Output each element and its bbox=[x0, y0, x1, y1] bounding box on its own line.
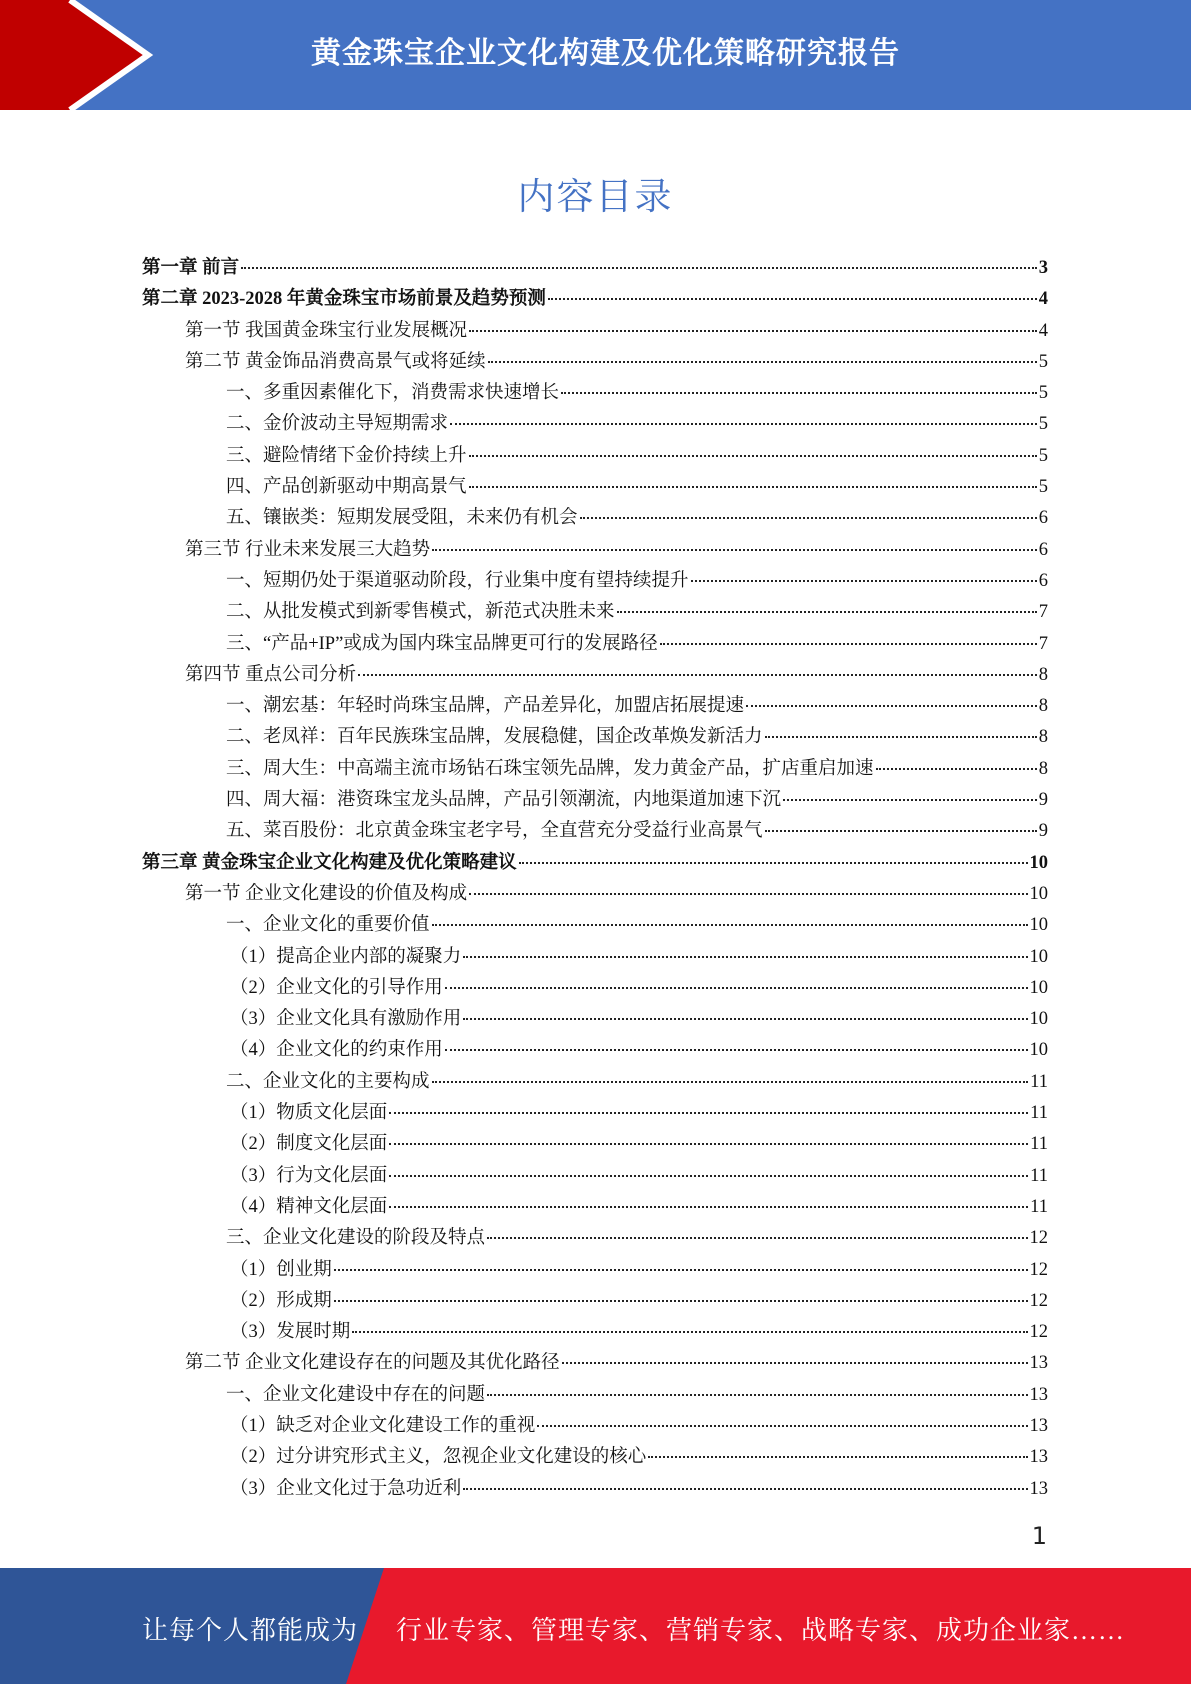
toc-entry[interactable] bbox=[142, 1067, 1048, 1098]
toc-entry-page: 10 bbox=[1029, 883, 1048, 904]
toc-entry-label: （3）企业文化具有激励作用 bbox=[230, 1009, 462, 1030]
page-footer bbox=[0, 1568, 1191, 1684]
toc-entry-page: 12 bbox=[1029, 1290, 1048, 1311]
toc-entry-label: 二、老凤祥：百年民族珠宝品牌，发展稳健，国企改革焕发新活力 bbox=[226, 727, 763, 748]
toc-entry-page: 13 bbox=[1029, 1353, 1048, 1374]
toc-entry-page: 10 bbox=[1029, 1040, 1048, 1061]
toc-entry-page: 5 bbox=[1038, 477, 1048, 498]
toc-entry[interactable] bbox=[142, 535, 1048, 566]
toc-entry-label: 一、企业文化建设中存在的问题 bbox=[226, 1384, 486, 1405]
toc-entry-label: （2）制度文化层面 bbox=[230, 1134, 388, 1155]
toc-entry-page: 8 bbox=[1038, 664, 1048, 685]
toc-entry-label: （2）形成期 bbox=[230, 1290, 332, 1311]
toc-entry-label: （2）企业文化的引导作用 bbox=[230, 977, 443, 998]
toc-entry-page: 8 bbox=[1038, 696, 1048, 717]
toc-dot-leader bbox=[463, 1018, 1027, 1020]
toc-dot-leader bbox=[432, 1081, 1029, 1083]
toc-entry-label: 五、镶嵌类：短期发展受阻，未来仍有机会 bbox=[226, 508, 578, 529]
toc-entry-label: 第二章 2023-2028 年黄金珠宝市场前景及趋势预测 bbox=[142, 289, 546, 310]
toc-entry[interactable] bbox=[142, 1004, 1048, 1035]
toc-entry[interactable] bbox=[142, 347, 1048, 378]
toc-entry-label: 第三节 行业未来发展三大趋势 bbox=[185, 539, 431, 560]
toc-entry-page: 4 bbox=[1038, 289, 1048, 310]
toc-entry-page: 4 bbox=[1038, 320, 1048, 341]
toc-entry[interactable] bbox=[142, 1098, 1048, 1129]
toc-entry-label: 第四节 重点公司分析 bbox=[185, 664, 357, 685]
toc-dot-leader bbox=[358, 674, 1037, 676]
toc-entry[interactable] bbox=[142, 253, 1048, 284]
toc-entry[interactable] bbox=[142, 722, 1048, 753]
toc-entry-page: 8 bbox=[1038, 727, 1048, 748]
toc-entry-page: 13 bbox=[1029, 1384, 1048, 1405]
toc-dot-leader bbox=[648, 1456, 1027, 1458]
toc-entry-page: 6 bbox=[1038, 570, 1048, 591]
toc-entry-label: 第二节 黄金饰品消费高景气或将延续 bbox=[185, 351, 486, 372]
toc-entry-page: 13 bbox=[1029, 1415, 1048, 1436]
toc-entry-label: 第一节 企业文化建设的价值及构成 bbox=[185, 883, 468, 904]
toc-entry[interactable] bbox=[142, 1442, 1048, 1473]
toc-entry-page: 11 bbox=[1030, 1165, 1048, 1186]
toc-entry-page: 11 bbox=[1030, 1103, 1048, 1124]
toc-entry-label: 三、企业文化建设的阶段及特点 bbox=[226, 1228, 486, 1249]
toc-entry-label: 第二节 企业文化建设存在的问题及其优化路径 bbox=[185, 1353, 560, 1374]
page-number: 1 bbox=[1031, 1522, 1047, 1550]
toc-entry[interactable] bbox=[142, 1192, 1048, 1223]
toc-entry[interactable] bbox=[142, 1474, 1048, 1505]
toc-entry-page: 6 bbox=[1038, 539, 1048, 560]
toc-entry-label: （2）过分讲究形式主义，忽视企业文化建设的核心 bbox=[230, 1447, 647, 1468]
toc-dot-leader bbox=[389, 1206, 1028, 1208]
toc-dot-leader bbox=[488, 361, 1037, 363]
toc-entry[interactable] bbox=[142, 785, 1048, 816]
toc-entry[interactable] bbox=[142, 1317, 1048, 1348]
toc-entry-page: 5 bbox=[1038, 445, 1048, 466]
toc-dot-leader bbox=[765, 736, 1037, 738]
toc-dot-leader bbox=[469, 330, 1037, 332]
report-title: 黄金珠宝企业文化构建及优化策略研究报告 bbox=[311, 36, 900, 71]
toc-entry-page: 10 bbox=[1029, 977, 1048, 998]
toc-dot-leader bbox=[562, 1362, 1028, 1364]
toc-entry[interactable] bbox=[142, 629, 1048, 660]
toc-dot-leader bbox=[876, 768, 1037, 770]
toc-entry-page: 5 bbox=[1038, 351, 1048, 372]
toc-entry-page: 13 bbox=[1029, 1478, 1048, 1499]
toc-dot-leader bbox=[469, 486, 1037, 488]
toc-dot-leader bbox=[389, 1175, 1028, 1177]
toc-entry-label: （1）物质文化层面 bbox=[230, 1103, 388, 1124]
toc-entry-page: 12 bbox=[1029, 1228, 1048, 1249]
toc-entry-page: 11 bbox=[1030, 1196, 1048, 1217]
toc-entry-label: 三、周大生：中高端主流市场钻石珠宝领先品牌，发力黄金产品，扩店重启加速 bbox=[226, 758, 874, 779]
toc-dot-leader bbox=[463, 1488, 1027, 1490]
toc-entry[interactable] bbox=[142, 503, 1048, 534]
toc-dot-leader bbox=[537, 1425, 1027, 1427]
toc-heading: 内容目录 bbox=[517, 175, 674, 218]
toc-entry[interactable] bbox=[142, 316, 1048, 347]
toc-entry-label: 一、企业文化的重要价值 bbox=[226, 915, 430, 936]
toc-entry-label: 四、产品创新驱动中期高景气 bbox=[226, 477, 467, 498]
toc-entry-label: 二、企业文化的主要构成 bbox=[226, 1071, 430, 1092]
page-header bbox=[0, 0, 1191, 110]
toc-dot-leader bbox=[487, 1237, 1027, 1239]
toc-entry[interactable] bbox=[142, 1035, 1048, 1066]
toc-entry-page: 10 bbox=[1029, 1009, 1048, 1030]
footer-slogan-right: 行业专家、管理专家、营销专家、战略专家、成功企业家…… bbox=[396, 1616, 1126, 1645]
toc-entry-page: 3 bbox=[1038, 258, 1048, 278]
toc-entry-label: （3）企业文化过于急功近利 bbox=[230, 1478, 462, 1499]
toc-dot-leader bbox=[548, 298, 1037, 300]
toc-entry[interactable] bbox=[142, 848, 1048, 879]
toc-entry-label: 第一章 前言 bbox=[142, 258, 240, 278]
toc-entry-page: 9 bbox=[1038, 790, 1048, 811]
toc-entry-label: （1）创业期 bbox=[230, 1259, 332, 1280]
toc-dot-leader bbox=[519, 862, 1028, 864]
toc-entry[interactable] bbox=[142, 409, 1048, 440]
toc-dot-leader bbox=[445, 987, 1028, 989]
toc-entry-page: 5 bbox=[1038, 383, 1048, 404]
toc-entry-page: 7 bbox=[1038, 602, 1048, 623]
toc-dot-leader bbox=[580, 517, 1037, 519]
toc-dot-leader bbox=[617, 611, 1037, 613]
toc-entry-label: 第一节 我国黄金珠宝行业发展概况 bbox=[185, 320, 468, 341]
table-of-contents bbox=[142, 253, 1048, 1505]
toc-entry-label: （4）企业文化的约束作用 bbox=[230, 1040, 443, 1061]
toc-entry-label: 一、多重因素催化下，消费需求快速增长 bbox=[226, 383, 560, 404]
toc-entry-page: 8 bbox=[1038, 758, 1048, 779]
toc-dot-leader bbox=[389, 1143, 1028, 1145]
toc-entry-label: 一、短期仍处于渠道驱动阶段，行业集中度有望持续提升 bbox=[226, 570, 689, 591]
toc-entry-label: （4）精神文化层面 bbox=[230, 1196, 388, 1217]
toc-entry-page: 11 bbox=[1030, 1134, 1048, 1155]
toc-dot-leader bbox=[469, 893, 1027, 895]
toc-entry-label: 二、金价波动主导短期需求 bbox=[226, 414, 449, 435]
toc-entry[interactable] bbox=[142, 816, 1048, 847]
toc-entry-page: 12 bbox=[1029, 1322, 1048, 1343]
toc-entry[interactable] bbox=[142, 472, 1048, 503]
toc-entry[interactable] bbox=[142, 754, 1048, 785]
toc-entry-label: （3）行为文化层面 bbox=[230, 1165, 388, 1186]
toc-entry-page: 13 bbox=[1029, 1447, 1048, 1468]
toc-dot-leader bbox=[487, 1394, 1027, 1396]
toc-dot-leader bbox=[432, 924, 1028, 926]
toc-entry-page: 6 bbox=[1038, 508, 1048, 529]
toc-entry-page: 11 bbox=[1030, 1071, 1048, 1092]
toc-entry[interactable] bbox=[142, 441, 1048, 472]
toc-entry[interactable] bbox=[142, 691, 1048, 722]
toc-entry[interactable] bbox=[142, 1129, 1048, 1160]
toc-entry[interactable] bbox=[142, 942, 1048, 973]
toc-dot-leader bbox=[783, 799, 1037, 801]
toc-entry-label: （1）缺乏对企业文化建设工作的重视 bbox=[230, 1415, 536, 1436]
toc-entry[interactable] bbox=[142, 597, 1048, 628]
toc-dot-leader bbox=[746, 705, 1037, 707]
toc-dot-leader bbox=[469, 455, 1037, 457]
toc-dot-leader bbox=[463, 956, 1027, 958]
toc-entry-page: 9 bbox=[1038, 821, 1048, 842]
toc-dot-leader bbox=[445, 1049, 1028, 1051]
toc-dot-leader bbox=[241, 267, 1037, 269]
toc-entry-page: 12 bbox=[1029, 1259, 1048, 1280]
toc-entry[interactable] bbox=[142, 1223, 1048, 1254]
toc-entry-label: 二、从批发模式到新零售模式，新范式决胜未来 bbox=[226, 602, 615, 623]
toc-entry-label: 五、菜百股份：北京黄金珠宝老字号，全直营充分受益行业高景气 bbox=[226, 821, 763, 842]
toc-entry[interactable] bbox=[142, 1161, 1048, 1192]
toc-entry[interactable] bbox=[142, 910, 1048, 941]
toc-entry[interactable] bbox=[142, 378, 1048, 409]
toc-dot-leader bbox=[660, 643, 1037, 645]
toc-entry-page: 7 bbox=[1038, 633, 1048, 654]
toc-dot-leader bbox=[352, 1331, 1027, 1333]
toc-entry-label: 一、潮宏基：年轻时尚珠宝品牌，产品差异化，加盟店拓展提速 bbox=[226, 696, 745, 717]
toc-dot-leader bbox=[334, 1300, 1028, 1302]
footer-slogan-left: 让每个人都能成为 bbox=[142, 1616, 359, 1645]
toc-entry-label: 四、周大福：港资珠宝龙头品牌，产品引领潮流，内地渠道加速下沉 bbox=[226, 790, 782, 811]
toc-entry[interactable] bbox=[142, 1380, 1048, 1411]
toc-dot-leader bbox=[765, 830, 1037, 832]
toc-dot-leader bbox=[691, 580, 1037, 582]
toc-entry-label: （3）发展时期 bbox=[230, 1322, 351, 1343]
toc-entry[interactable] bbox=[142, 879, 1048, 910]
toc-entry[interactable] bbox=[142, 973, 1048, 1004]
toc-entry[interactable] bbox=[142, 284, 1048, 315]
toc-entry-page: 10 bbox=[1029, 915, 1048, 936]
toc-entry-label: 三、避险情绪下金价持续上升 bbox=[226, 445, 467, 466]
toc-entry-label: 三、“产品+IP”或成为国内珠宝品牌更可行的发展路径 bbox=[226, 633, 658, 654]
toc-entry-page: 10 bbox=[1029, 946, 1048, 967]
toc-entry[interactable] bbox=[142, 566, 1048, 597]
toc-dot-leader bbox=[389, 1112, 1028, 1114]
toc-entry-label: （1）提高企业内部的凝聚力 bbox=[230, 946, 462, 967]
toc-dot-leader bbox=[561, 392, 1037, 394]
toc-entry[interactable] bbox=[142, 660, 1048, 691]
toc-entry-page: 5 bbox=[1038, 414, 1048, 435]
toc-entry-label: 第三章 黄金珠宝企业文化构建及优化策略建议 bbox=[142, 852, 517, 873]
toc-dot-leader bbox=[450, 423, 1037, 425]
toc-entry[interactable] bbox=[142, 1411, 1048, 1442]
toc-entry[interactable] bbox=[142, 1286, 1048, 1317]
toc-dot-leader bbox=[432, 549, 1037, 551]
toc-entry-page: 10 bbox=[1029, 852, 1048, 873]
toc-entry[interactable] bbox=[142, 1255, 1048, 1286]
toc-dot-leader bbox=[334, 1269, 1028, 1271]
toc-entry[interactable] bbox=[142, 1348, 1048, 1379]
